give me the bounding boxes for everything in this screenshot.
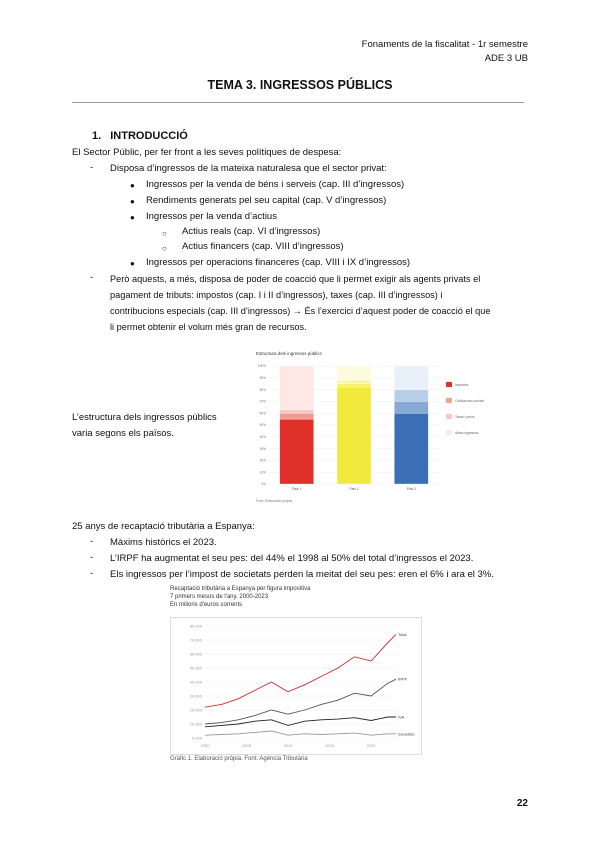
coercion-line-2: pagament de tributs: impostos (cap. I i II d’ingressos), taxes (cap. III d’ingressos) i	[110, 290, 443, 300]
bar-segment-taxes-i-preus	[337, 380, 371, 384]
legend-swatch	[446, 414, 452, 419]
page-number: 22	[516, 798, 528, 809]
legend-swatch	[446, 398, 452, 403]
bullet-item: Ingressos per operacions financeres (cap. VIII i IX d’ingressos)	[146, 257, 411, 268]
x-tick-label: 2020	[366, 743, 376, 748]
y-tick-label: 70%	[259, 399, 266, 404]
y-tick-label: 0.000	[191, 735, 202, 741]
page-title: TEMA 3. INGRESSOS PÚBLICS	[207, 78, 393, 92]
line-chart-unit: En milions d'euros corrents	[170, 602, 243, 608]
title-divider	[72, 102, 524, 103]
x-tick-label: 2010	[283, 743, 293, 748]
header-course: Fonaments de la fiscalitat - 1r semestre	[361, 39, 528, 50]
bullet-marker: ●	[130, 259, 135, 268]
revenue-structure-chart	[250, 346, 530, 506]
spain-item: Els ingressos per l’impost de societats perden la meitat del seu pes: eren el 6% i ara el 3%.	[110, 569, 494, 580]
line-chart-title: Recaptació tributària a Espanya per figura impositiva	[170, 586, 311, 592]
legend-label: Taxes i preus	[455, 415, 475, 419]
y-tick-label: 0%	[261, 482, 266, 487]
coercion-line-3: contribucions especials (cap. III d’ingressos) → És l’exercici d’aquest poder de coacció el que	[110, 306, 491, 316]
y-tick-label: 10.000	[189, 721, 202, 727]
y-tick-label: 20%	[259, 458, 266, 463]
series-label: IVA	[398, 714, 405, 720]
bullet-marker: ●	[130, 213, 135, 222]
header-group: ADE 3 UB	[484, 53, 528, 64]
y-tick-label: 100%	[257, 364, 266, 369]
y-tick-label: 10%	[259, 470, 266, 475]
bullet-marker: ●	[130, 197, 135, 206]
bar-segment-impostos	[337, 387, 371, 484]
bar-segment-altres-ingressos	[394, 366, 428, 390]
series-label: Societats	[398, 731, 415, 737]
series-label: IRPF	[398, 676, 408, 682]
section-title: INTRODUCCIÓ	[110, 130, 188, 142]
series-line-irpf	[205, 679, 396, 724]
x-tick-label: 2005	[242, 743, 251, 748]
y-tick-label: 30.000	[189, 693, 202, 699]
spain-item: Màxims històrics el 2023.	[110, 537, 217, 548]
chart-source: Font: Elaboració pròpia	[256, 499, 293, 503]
section-number: 1.	[92, 130, 102, 142]
bar-segment-altres-ingressos	[280, 366, 314, 410]
y-tick-label: 60.000	[189, 651, 202, 657]
legend-label: Impostos	[455, 383, 469, 387]
bar-segment-cotitzacions-socials	[280, 413, 314, 419]
dash-marker: -	[90, 272, 94, 283]
line-chart-caption: Gràfic 1. Elaboració pròpia. Font: Agència Tributària	[170, 756, 308, 762]
y-tick-label: 40.000	[189, 679, 202, 685]
bullet-marker: ●	[130, 181, 135, 190]
circle-marker: ○	[162, 229, 167, 238]
series-line-societats	[205, 731, 396, 735]
bullet-item: Ingressos per la venda de béns i serveis (cap. III d’ingressos)	[146, 179, 405, 190]
sub-item: Actius financers (cap. VIII d’ingressos)	[182, 241, 344, 252]
legend-swatch	[446, 430, 452, 435]
bar-segment-taxes-i-preus	[394, 390, 428, 402]
y-tick-label: 80.000	[189, 623, 202, 629]
sub-item: Actius reals (cap. VI d’ingressos)	[182, 226, 321, 237]
spain-heading: 25 anys de recaptació tributària a Espanya:	[72, 521, 255, 532]
y-tick-label: 90%	[259, 376, 266, 380]
chart-title: Estructura dels ingressos públics	[256, 351, 322, 356]
bullet-item: Ingressos per la venda d’actius	[146, 211, 277, 222]
bar-segment-cotitzacions-socials	[394, 401, 428, 413]
series-label: Total	[398, 631, 407, 637]
x-tick-label: País 2	[349, 487, 359, 491]
side-text-line-2: varia segons els països.	[72, 428, 174, 439]
y-tick-label: 70.000	[189, 637, 202, 643]
dash-marker: -	[90, 568, 94, 579]
dash-marker: -	[90, 552, 94, 563]
legend-label: Cotitzacions socials	[455, 399, 484, 403]
section-heading	[92, 130, 188, 142]
list-item-private-income: Disposa d’ingressos de la mateixa naturalesa que el sector privat:	[110, 163, 387, 174]
line-chart-heading	[170, 585, 422, 609]
series-line-total	[205, 634, 396, 707]
y-tick-label: 60%	[259, 411, 266, 416]
x-tick-label: 2015	[325, 743, 335, 748]
spain-item: L’IRPF ha augmentat el seu pes: del 44% el 1998 al 50% del total d’ingressos el 2023.	[110, 553, 474, 564]
line-chart-subtitle: 7 primers mesos de l'any. 2000-2023	[170, 594, 269, 600]
intro-text: El Sector Públic, per fer front a les seves polítiques de despesa:	[72, 147, 342, 158]
legend-swatch	[446, 382, 452, 387]
tax-revenue-line-chart	[170, 617, 422, 755]
y-tick-label: 50.000	[189, 665, 202, 671]
bar-segment-impostos	[394, 413, 428, 484]
y-tick-label: 80%	[259, 387, 266, 392]
x-tick-label: País 1	[292, 487, 302, 491]
y-tick-label: 50%	[259, 423, 266, 428]
bullet-item: Rendiments generats pel seu capital (cap. V d’ingressos)	[146, 195, 387, 206]
bar-segment-altres-ingressos	[337, 366, 371, 380]
circle-marker: ○	[162, 244, 167, 253]
bar-segment-taxes-i-preus	[280, 410, 314, 414]
bar-segment-impostos	[280, 419, 314, 484]
series-line-iva	[205, 717, 396, 727]
x-tick-label: País 3	[406, 487, 416, 491]
y-tick-label: 20.000	[189, 707, 202, 713]
y-tick-label: 40%	[259, 435, 266, 439]
legend-label: Altres ingressos	[455, 431, 479, 435]
dash-marker: -	[90, 536, 94, 547]
y-tick-label: 30%	[259, 446, 266, 451]
side-text-line-1: L’estructura dels ingressos públics	[72, 412, 217, 423]
bar-segment-cotitzacions-socials	[337, 384, 371, 388]
coercion-line-1: Però aquests, a més, disposa de poder de coacció que li permet exigir als agents privats el	[110, 274, 481, 284]
x-tick-label: 2000	[200, 743, 210, 748]
dash-marker: -	[90, 162, 94, 173]
coercion-line-4: li permet obtenir el volum més gran de recursos.	[110, 322, 307, 332]
